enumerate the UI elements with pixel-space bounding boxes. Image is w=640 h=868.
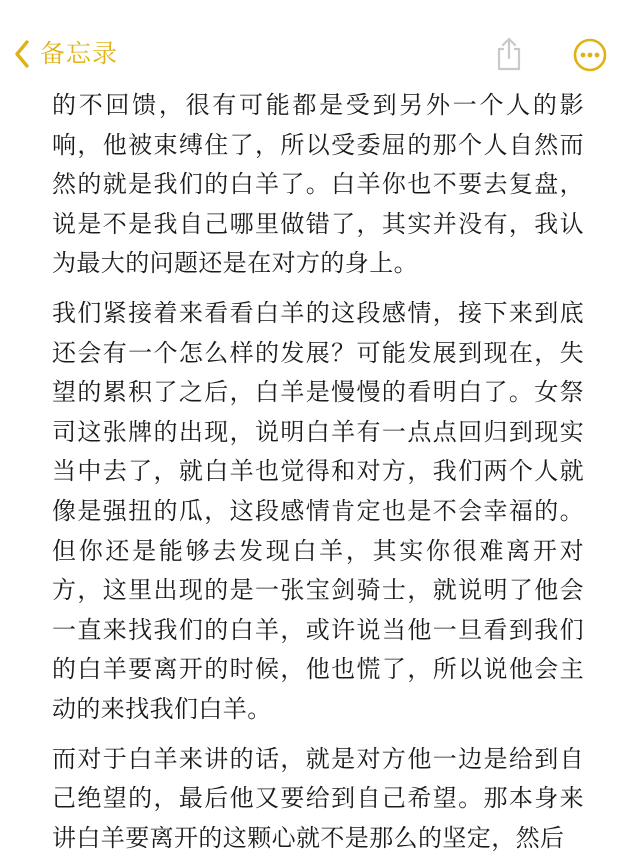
- note-body[interactable]: [52, 86, 584, 868]
- note-paragraph: 的不回馈，很有可能都是受到另外一个人的影响，他被束缚住了，所以受委屈的那个人自然而然的就是我们的白羊了。白羊你也不要去复盘，说是不是我自己哪里做错了，其实并没有，我认为最大的问题还是在对方的身上。: [52, 91, 584, 278]
- more-button[interactable]: [573, 38, 607, 72]
- back-label: 备忘录: [40, 39, 119, 68]
- navigation-bar: [0, 0, 640, 80]
- share-icon: [494, 36, 524, 72]
- note-paragraph: 而对于白羊来讲的话，就是对方他一边是给到自己绝望的，最后他又要给到自己希望。那本身来讲白羊要离开的这颗心就不是那么的坚定，然后: [52, 744, 584, 852]
- back-button[interactable]: [14, 34, 118, 74]
- note-paragraph: 我们紧接着来看看白羊的这段感情，接下来到底还会有一个怎么样的发展？可能发展到现在，失望的累积了之后，白羊是慢慢的看明白了。女祭司这张牌的出现，说明白羊有一点点回归到现实当中去了，就白羊也觉得和对方，我们两个人就像是强扭的瓜，这段感情肯定也是不会幸福的。但你还是能够去发现白羊，其实你很难离开对方，这里出现的是一张宝剑骑士，就说明了他会一直来找我们的白羊，或许说当他一旦看到我们的白羊要离开的时候，他也慌了，所以说他会主动的来找我们白羊。: [52, 298, 584, 723]
- share-button[interactable]: [494, 36, 524, 72]
- more-icon: [573, 38, 607, 72]
- chevron-left-icon: [14, 40, 30, 68]
